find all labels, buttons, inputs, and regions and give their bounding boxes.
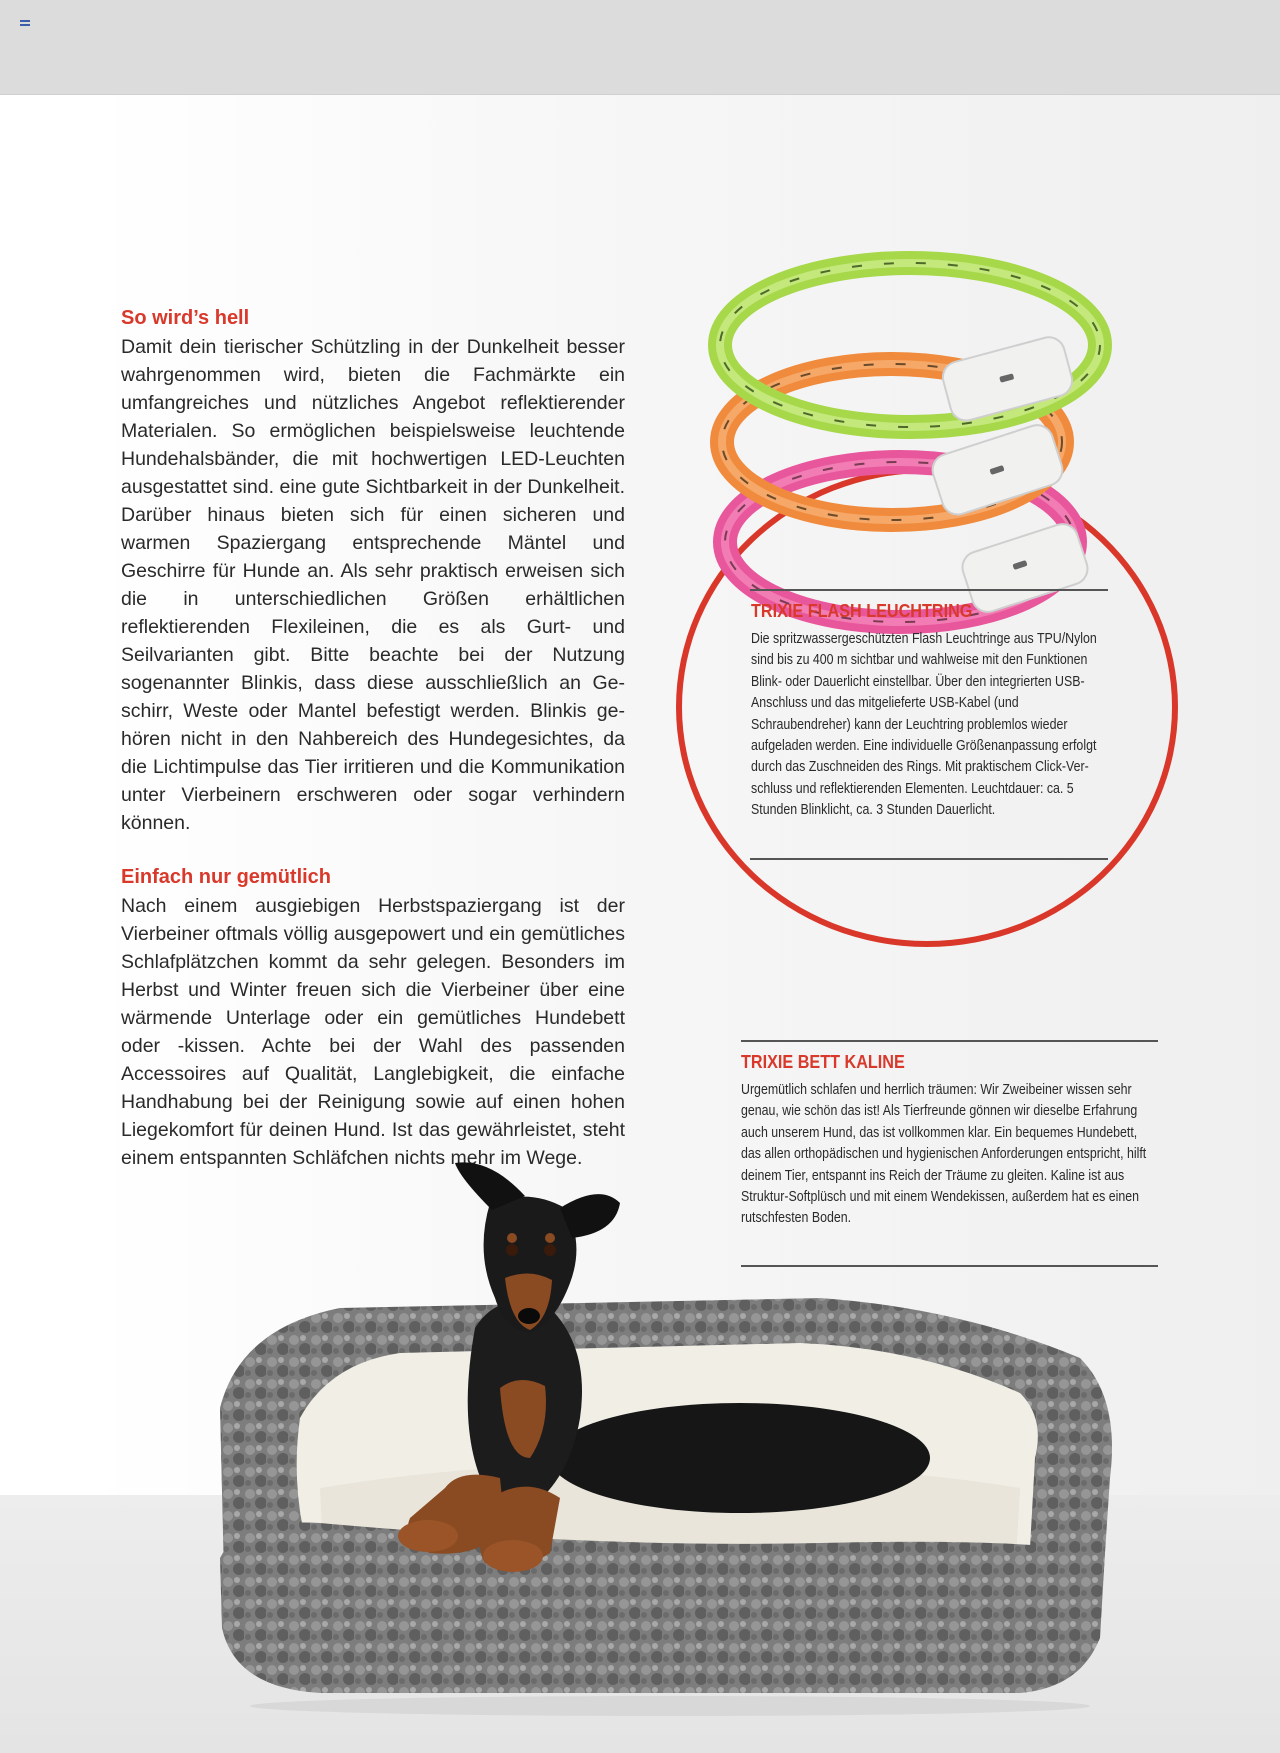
led-rings-image — [700, 177, 1140, 647]
magazine-page — [0, 95, 1280, 1753]
flash-product-description: Die spritzwassergeschützten Flash Leuchtringe aus TPU/Nylon sind bis zu 400 m sichtbar und wahlweise mit den Funktionen Blink- oder Dauerlicht einstellbar. Über den integrierten USB-Anschluss und das mitgelieferte USB-Kabel (und Schraubendreher) kann der Leuchtring problemlos wieder aufgeladen werden. Eine individuelle Größenanpassung erfolgt durch das Zuschneiden des Rings. Mit praktischem Click-Verschluss und reflektierenden Elementen. Leuchtdauer: ca. 5 Stunden Blinklicht, ca. 3 Stunden Dauerlicht. — [751, 631, 1097, 819]
section-heading-hell: So wird’s hell — [121, 307, 250, 329]
section-heading-gemuetlich: Einfach nur gemütlich — [121, 866, 332, 888]
hamburger-menu-icon[interactable] — [20, 20, 30, 28]
bett-product-description: Urgemütlich schlafen und herrlich träumen: Wir Zweibeiner wissen sehr genau, wie schön das ist! Als Tierfreunde gönnen wir dieselbe Erfahrung auch unserem Hund, das ist vollkommen klar. Ein bequemes Hundebett, das allen orthopädischen und hygienischen Anforderungen entspricht, hilft deinem Tier, entspannt ins Reich der Träume zu gleiten. Kaline ist aus Struktur-Softplüsch und mit einem Wendekissen, außerdem hat es einen rutschfesten Boden. — [741, 1082, 1147, 1227]
section-body-gemuetlich: Nach einem ausgiebigen Herbstspaziergang ist der Vierbeiner oftmals völlig ausgepowert und ein gemütliches Schlafplätzchen kommt da sehr gelegen. Besonders im Herbst und Winter freuen sich die Vierbeiner über eine wärmende Unterlage oder ein gemütliches Hundebett oder -kissen. Achte bei der Wahl des passenden Accessoires auf Qualität, Langlebigkeit, die einfache Handhabung bei der Reinigung sowie auf einen hohen Liegekomfort für deinen Hund. Ist das gewährleistet, steht einem entspannten Schläfchen nichts mehr im Wege. — [121, 895, 625, 1169]
bett-product-title: TRIXIE BETT KALINE — [741, 1052, 905, 1072]
flash-box-bottom-rule — [750, 858, 1108, 860]
section-body-hell: Damit dein tierischer Schützling in der Dunkelheit besser wahrgenommen wird, bieten die Fachmärkte ein umfangreiches und nützliches Angebot reflektierender Materialen. So ermöglichen beispielsweise leuchtende Hundehalsbänder, die mit hochwertigen LED-Leuchten ausgestattet sind. eine gute Sichtbarkeit in der Dunkelheit. Darüber hinaus bieten sich für einen sicheren und warmen Spaziergang entsprechende Mäntel und Geschirre für Hunde an. Als sehr praktisch erweisen sich die in unterschiedlichen Größen erhältlichen reflektierenden Flexileinen, die es als Gurt- und Seilvarianten gibt. Bitte beachte bei der Nutzung sogenannter Blinkis, dass diese ausschließlich an Geschirr, Weste oder Mantel befestigt werden. Blinkis gehören nicht in den Nahbereich des Hundegesichtes, da die Lichtimpulse das Tier irritieren und die Kommunikation unter Vierbeinern erschweren oder sogar verhindern können. — [121, 336, 625, 834]
green-led-ring — [720, 263, 1100, 427]
flash-box-top-rule — [750, 589, 1108, 591]
bett-box-top-rule — [741, 1040, 1158, 1042]
dog-bed-photo — [200, 1158, 1140, 1718]
flash-product-title: TRIXIE FLASH LEUCHTRING — [751, 601, 973, 621]
viewer-toolbar — [0, 0, 1280, 95]
